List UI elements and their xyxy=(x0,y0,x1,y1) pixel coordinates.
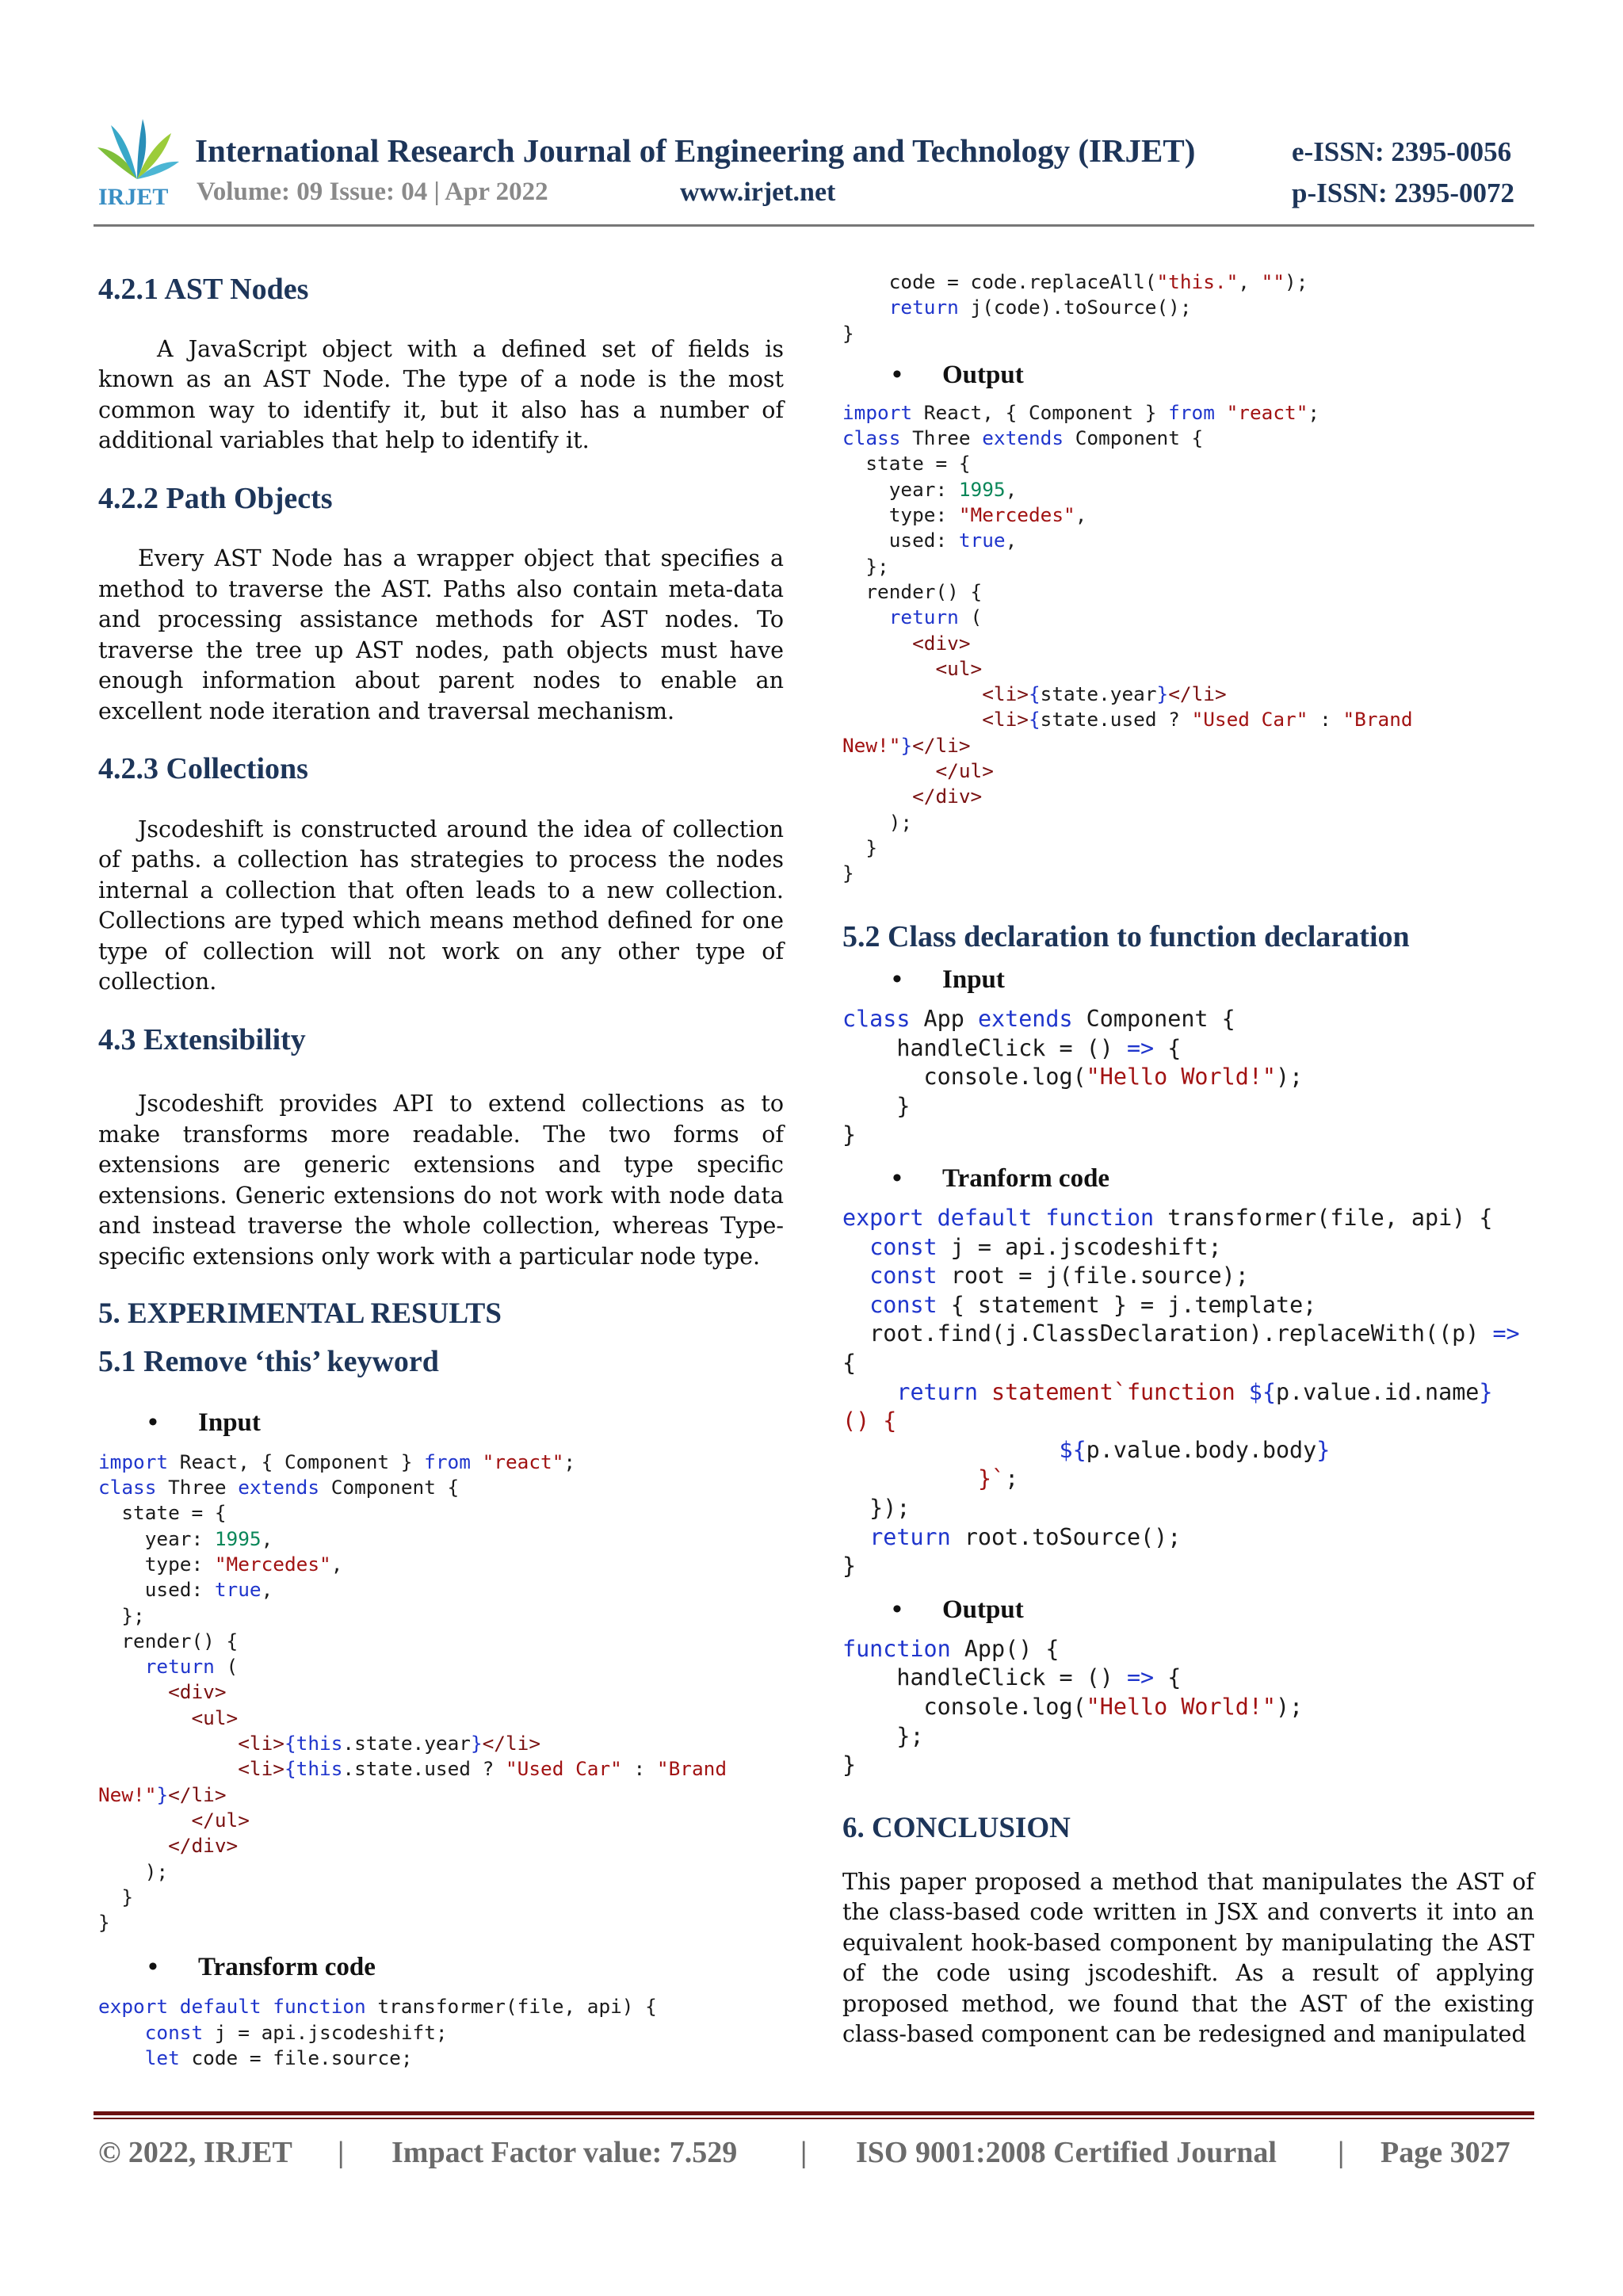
bullet-transform-code: • Transform code xyxy=(98,1950,784,1985)
bullet-input: • Input xyxy=(98,1405,784,1440)
header-divider xyxy=(94,224,1534,227)
e-issn: e-ISSN: 2395-0056 xyxy=(1292,136,1512,167)
section-4-2-3-heading: 4.2.3 Collections xyxy=(98,752,308,785)
bullet-input-2: • Input xyxy=(842,962,1534,997)
logo-text: IRJET xyxy=(98,184,169,210)
section-5-2-heading: 5.2 Class declaration to function declaration xyxy=(842,919,1410,953)
section-4-2-2-heading: 4.2.2 Path Objects xyxy=(98,481,333,515)
p-issn: p-ISSN: 2395-0072 xyxy=(1292,178,1515,208)
footer-separator: | xyxy=(338,2136,345,2169)
code-transform-remove-this-cont: code = code.replaceAll("this.", ""); return j(code).toSource(); } xyxy=(842,270,1308,345)
section-4-3-paragraph: Jscodeshift provides API to extend collections as to make transforms more readable. The two forms of extensions are generic extensions and type specific extensions. Generic extensions do not work with node data and instead traverse the whole collection, whereas Type-specific extensions only work with a particular node type. xyxy=(98,1091,784,1270)
website-link[interactable]: www.irjet.net xyxy=(680,178,836,207)
section-4-3-heading: 4.3 Extensibility xyxy=(98,1022,306,1056)
footer-divider-thick xyxy=(94,2111,1534,2115)
footer-divider-thin xyxy=(94,2118,1534,2119)
section-6-heading: 6. CONCLUSION xyxy=(842,1811,1071,1844)
footer-separator: | xyxy=(1338,2136,1345,2169)
journal-title: International Research Journal of Engineering and Technology (IRJET) xyxy=(195,132,1196,169)
code-input-jsx: import React, { Component } from "react"; class Three extends Component { state = { year: 1995, type: "Mercedes", used: true, }; render() { return ( <div> <ul> <li>{this.state.year}</li> <li>{this.state.used ? "Used Car" : "Brand New!"}</li> </ul> </div> ); } } xyxy=(98,1450,727,1935)
footer-separator: | xyxy=(800,2136,808,2169)
code-output-jsx: import React, { Component } from "react"; class Three extends Component { state = { year: 1995, type: "Mercedes", used: true, }; render() { return ( <div> <ul> <li>{state.year}</li> <li>{state.used ? "Used Car" : "Brand New!"}</li> </ul> </div> ); } } xyxy=(842,400,1413,885)
section-5-1-heading: 5.1 Remove ‘this’ keyword xyxy=(98,1345,439,1379)
section-4-2-3-paragraph: Jscodeshift is constructed around the idea of collection of paths. a collection has strategies to process the nodes internal a collection that often leads to a new collection. Collections are typed which means method defined for one type of collection will not work on any other type of collection. xyxy=(98,816,784,995)
footer-page-number: Page 3027 xyxy=(1381,2136,1510,2169)
code-input-class: class App extends Component { handleClick = () => { console.log("Hello World!"); } } xyxy=(842,1006,1304,1148)
irjet-logo xyxy=(94,117,181,209)
code-output-function: function App() { handleClick = () => { console.log("Hello World!"); }; } xyxy=(842,1635,1304,1778)
footer-iso: ISO 9001:2008 Certified Journal xyxy=(856,2136,1277,2169)
footer-impact-factor: Impact Factor value: 7.529 xyxy=(391,2136,738,2169)
section-6-paragraph: This paper proposed a method that manipulates the AST of the class-based code written in JSX and converts it into an equivalent hook-based component by manipulating the AST of the code using jscodeshift. As a result of applying proposed method, we found that the AST of the existing class-based component can be redesigned and manipulated xyxy=(842,1868,1534,2048)
volume-issue: Volume: 09 Issue: 04 | Apr 2022 xyxy=(197,178,548,206)
code-transform-remove-this: export default function transformer(file, api) { const j = api.jscodeshift; let code = file.source; xyxy=(98,1995,657,2069)
section-4-2-1-paragraph: A JavaScript object with a defined set of fields is known as an AST Node. The type of a node is the most common way to identify it, but it also has a number of additional variables that help to identify it. xyxy=(98,335,784,453)
left-column xyxy=(98,269,784,2071)
footer-copyright: © 2022, IRJET xyxy=(98,2136,292,2169)
section-4-2-2-paragraph: Every AST Node has a wrapper object that specifies a method to traverse the AST. Paths also contain meta-data and processing assistance methods for AST nodes. To traverse the tree up AST nodes, path objects must have enough information about parent nodes to enable an excellent node iteration and traversal mechanism. xyxy=(98,545,784,724)
section-5-heading: 5. EXPERIMENTAL RESULTS xyxy=(98,1297,502,1330)
section-4-2-1-heading: 4.2.1 AST Nodes xyxy=(98,273,309,306)
code-transform-class-to-function: export default function transformer(file, api) { const j = api.jscodeshift; const root = j(file.source); const { statement } = j.template; root.find(j.ClassDeclaration).replaceWith((p) => { return statement`function ${p.value.id.name} () { ${p.value.body.body} }`; }); return root.toSource(); } xyxy=(842,1205,1520,1580)
right-column xyxy=(842,269,1534,2050)
bullet-output: • Output xyxy=(842,357,1534,392)
bullet-transform-code-2: • Tranform code xyxy=(842,1161,1534,1196)
leaf-icon xyxy=(97,119,179,179)
bullet-output-2: • Output xyxy=(842,1592,1534,1627)
